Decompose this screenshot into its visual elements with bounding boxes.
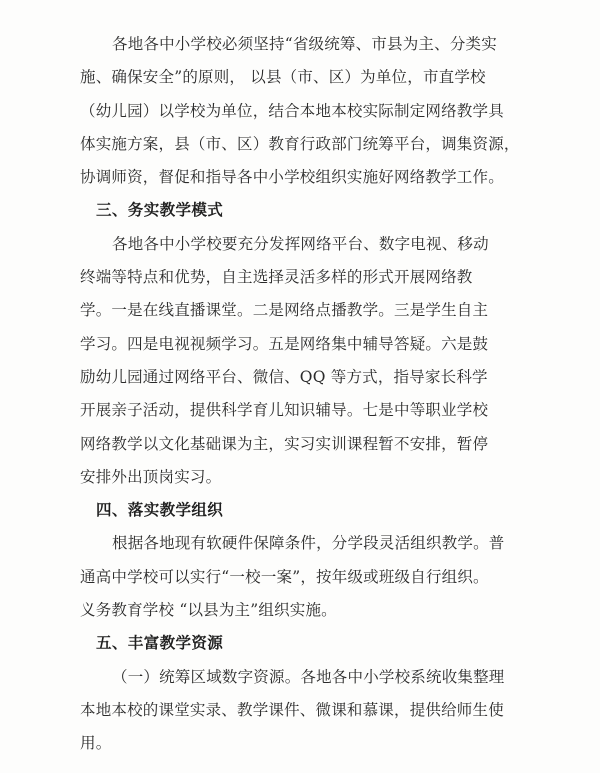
paragraph-teaching-organization: [80, 527, 540, 627]
text-line: 施、确保安全”的原则， 以县（市、区）为单位，市直学校: [80, 68, 486, 87]
text-line: 安排外出顶岗实习。: [80, 467, 222, 486]
text-line: 开展亲子活动，提供科学育儿知识辅导。七是中等职业学校: [80, 401, 489, 420]
text-line: 学习。四是电视视频学习。五是网络集中辅导答疑。六是鼓: [80, 334, 489, 353]
text-line: 学。一是在线直播课堂。二是网络点播教学。三是学生自主: [80, 301, 489, 320]
text-line: 各地各中小学校要充分发挥网络平台、数字电视、移动: [112, 234, 489, 253]
paragraph-teaching-mode: [80, 228, 540, 494]
document-body: [80, 28, 540, 761]
text-line: 终端等特点和优势，自主选择灵活多样的形式开展网络教: [80, 268, 473, 287]
section-heading-teaching-resources: 五、丰富教学资源: [96, 634, 224, 653]
text-line: 义务教育学校 “以县为主”组织实施。: [80, 601, 337, 620]
text-line: 各地各中小学校必须坚持“省级统筹、市县为主、分类实: [112, 35, 497, 53]
text-line: 根据各地现有软硬件保障条件，分学段灵活组织教学。普: [112, 534, 505, 553]
text-line: 网络教学以文化基础课为主，实习实训课程暂不安排，暂停: [80, 434, 489, 453]
text-line: （一）统筹区域数字资源。各地各中小学校系统收集整理: [112, 667, 505, 686]
text-line: 体实施方案，县（市、区）教育行政部门统筹平台，调集资源，: [80, 134, 520, 153]
section-heading-teaching-mode: 三、务实教学模式: [96, 201, 224, 220]
text-line: 励幼儿园通过网络平台、微信、QQ 等方式，指导家长科学: [80, 367, 488, 386]
text-line: （幼儿园）以学校为单位，结合本地本校实际制定网络教学具: [80, 101, 504, 120]
section-heading-teaching-organization: 四、落实教学组织: [96, 501, 224, 520]
text-line: 通高中学校可以实行“一校一案”，按年级或班级自行组织。: [80, 567, 489, 586]
text-line: 协调师资，督促和指导各中小学校组织实施好网络教学工作。: [80, 168, 504, 187]
text-line: 本地本校的课堂实录、教学课件、微课和慕课，提供给师生使: [80, 700, 504, 719]
paragraph-principles: [80, 28, 540, 194]
paragraph-teaching-resources: [80, 661, 540, 761]
text-line: 用。: [80, 734, 112, 753]
